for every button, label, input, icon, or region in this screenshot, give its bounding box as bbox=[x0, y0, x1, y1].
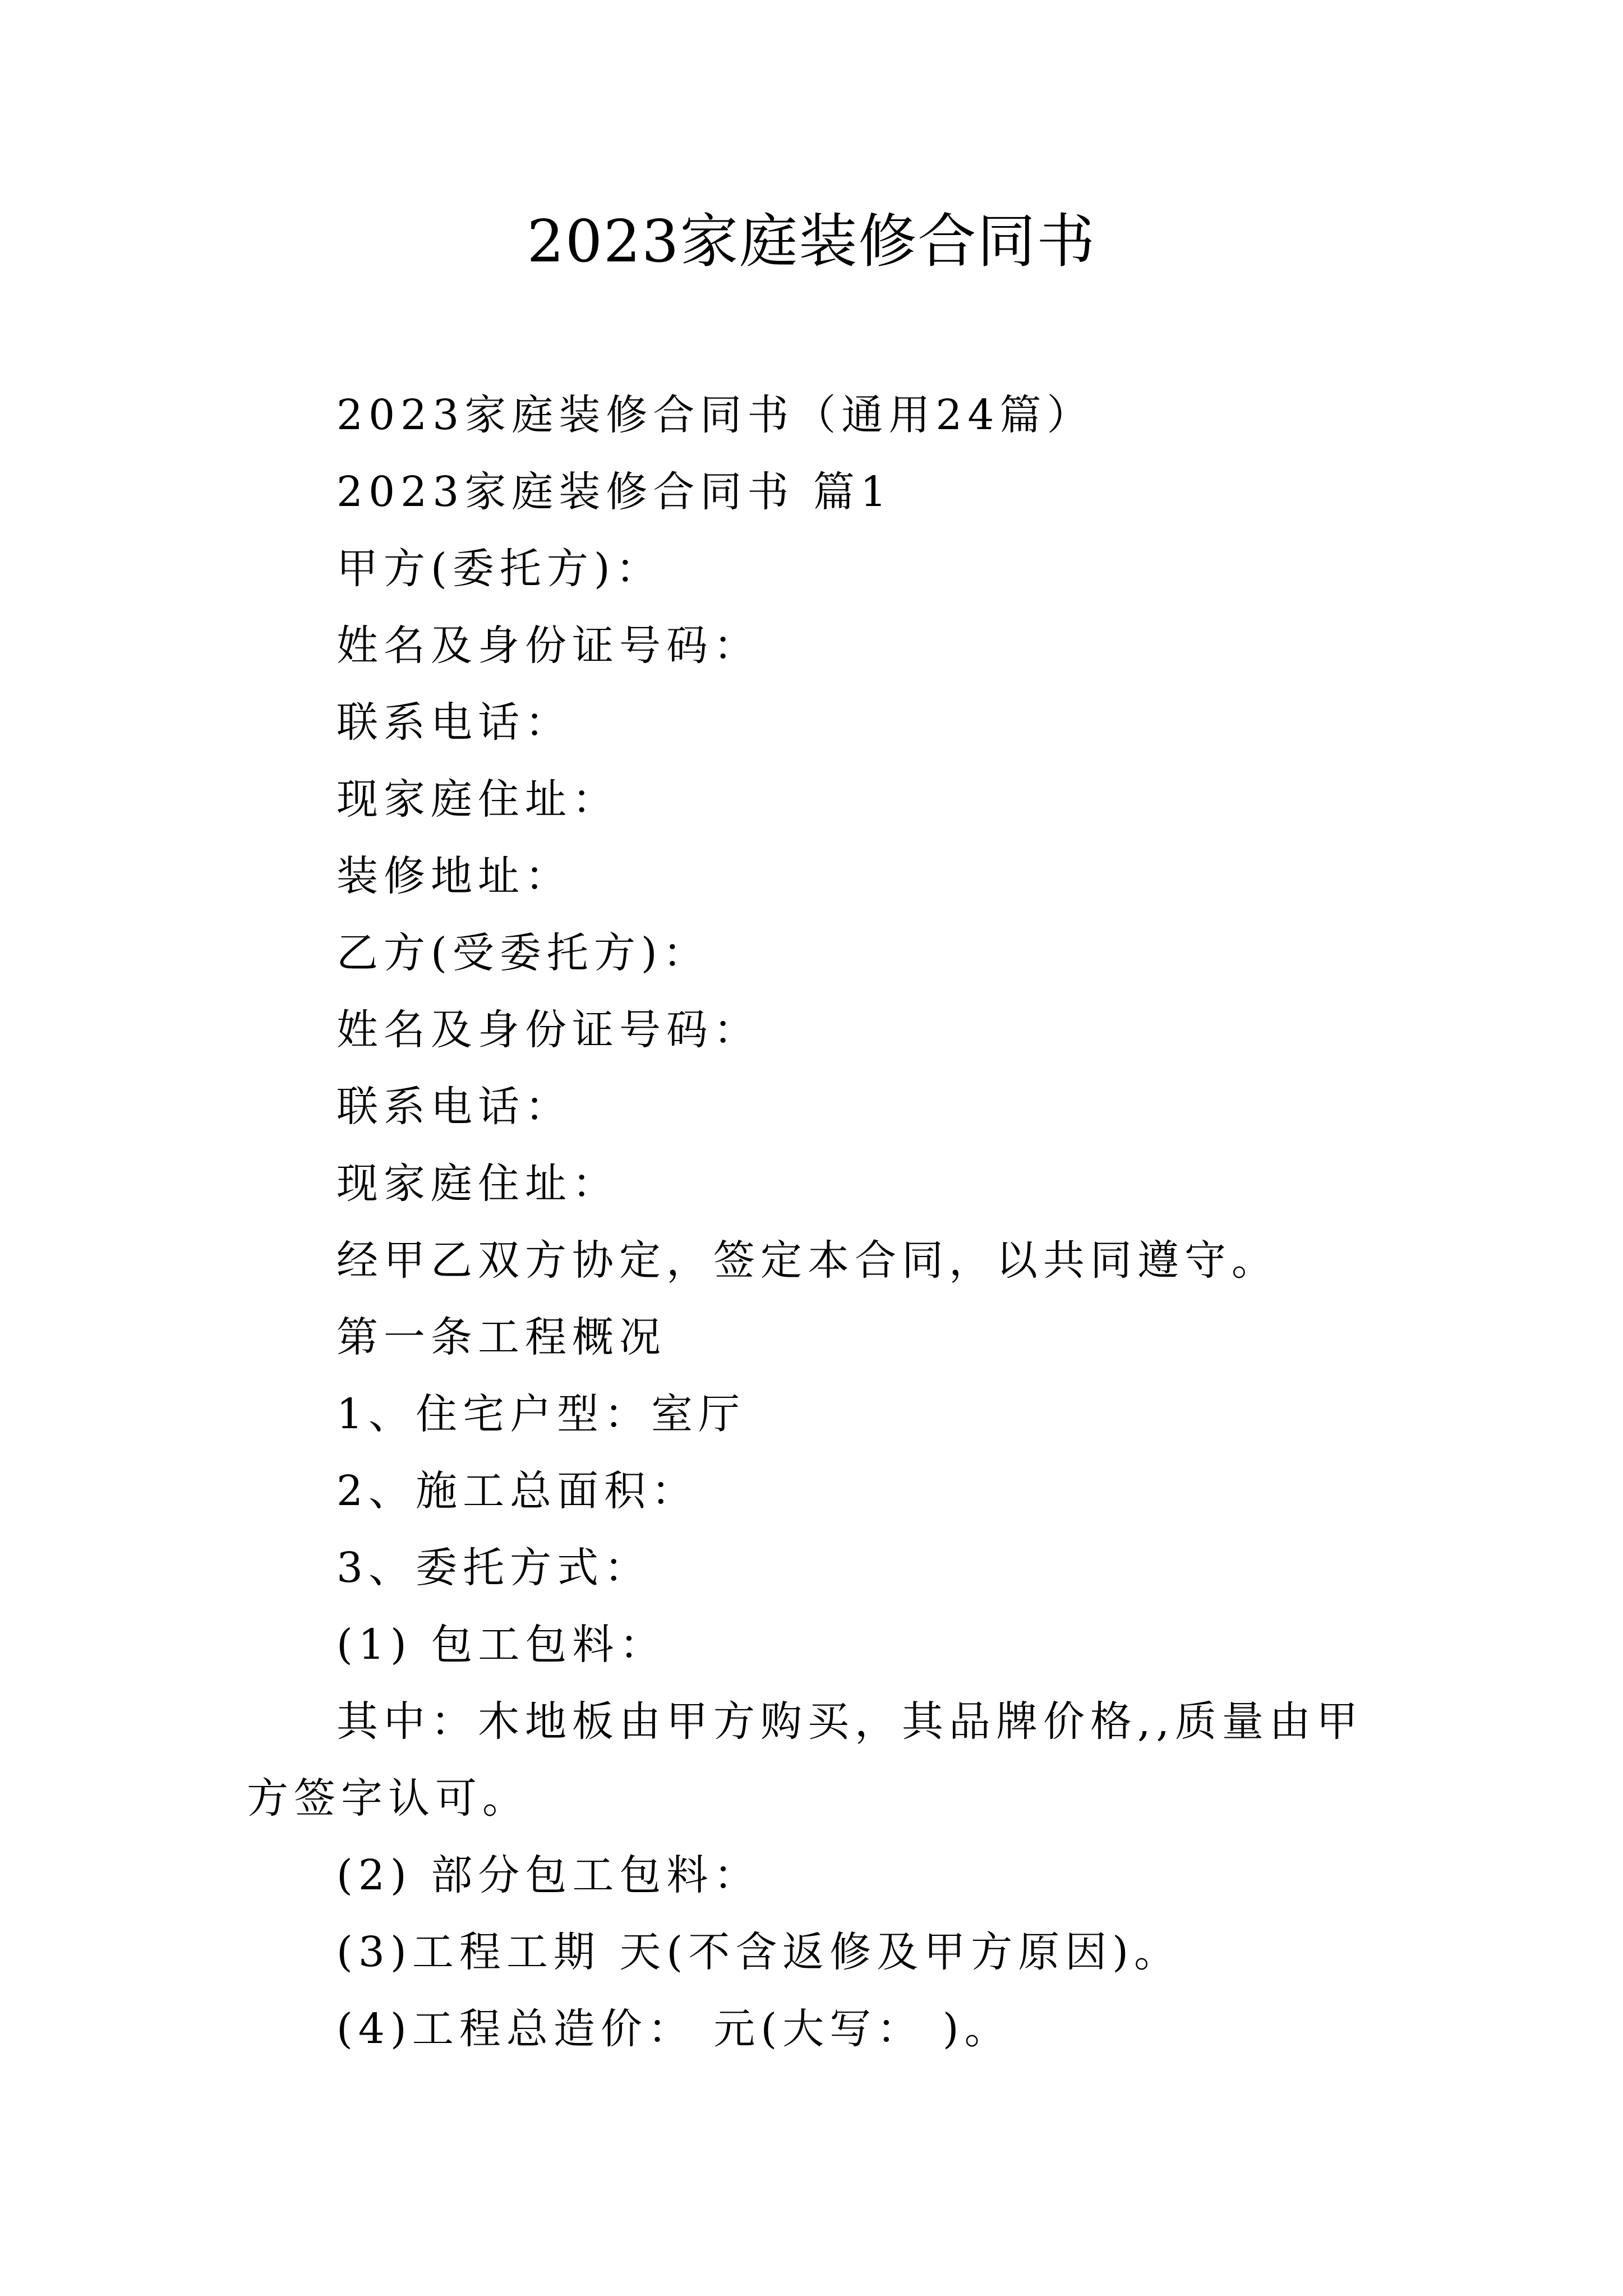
section-heading-line: 2023家庭装修合同书 篇1 bbox=[336, 468, 892, 516]
renovation-address-line: 装修地址： bbox=[336, 852, 572, 900]
item-contract-method: 3、委托方式： bbox=[336, 1544, 652, 1592]
party-a-address-line: 现家庭住址： bbox=[336, 775, 619, 823]
party-b-address-line: 现家庭住址： bbox=[336, 1159, 619, 1208]
party-b-name-id-line: 姓名及身份证号码： bbox=[336, 1006, 760, 1054]
document-body bbox=[247, 377, 1392, 2068]
item-total-cost: (4)工程总造价： 元(大写： )。 bbox=[336, 2005, 1012, 2053]
party-a-phone-line: 联系电话： bbox=[336, 698, 572, 747]
party-b-phone-line: 联系电话： bbox=[336, 1083, 572, 1131]
item-partial-package: (2) 部分包工包料： bbox=[336, 1851, 761, 1899]
party-b-line: 乙方(受委托方)： bbox=[336, 929, 710, 977]
item-house-type: 1、住宅户型：室厅 bbox=[336, 1390, 746, 1438]
article-one-heading: 第一条工程概况 bbox=[336, 1313, 666, 1361]
subtitle-line: 2023家庭装修合同书（通用24篇） bbox=[336, 391, 1094, 439]
party-a-name-id-line: 姓名及身份证号码： bbox=[336, 622, 760, 670]
item-duration: (3)工程工期 天(不含返修及甲方原因)。 bbox=[336, 1928, 1182, 1976]
item-full-package: (1) 包工包料： bbox=[336, 1621, 667, 1669]
item-total-area: 2、施工总面积： bbox=[336, 1467, 699, 1515]
party-a-line: 甲方(委托方)： bbox=[336, 545, 663, 593]
document-title: 2023家庭装修合同书 bbox=[527, 207, 1096, 275]
item-flooring-note: 其中：木地板由甲方购买，其品牌价格,,质量由甲方签字认可。 bbox=[247, 1697, 1364, 1823]
agreement-line: 经甲乙双方协定，签定本合同，以共同遵守。 bbox=[336, 1236, 1279, 1285]
